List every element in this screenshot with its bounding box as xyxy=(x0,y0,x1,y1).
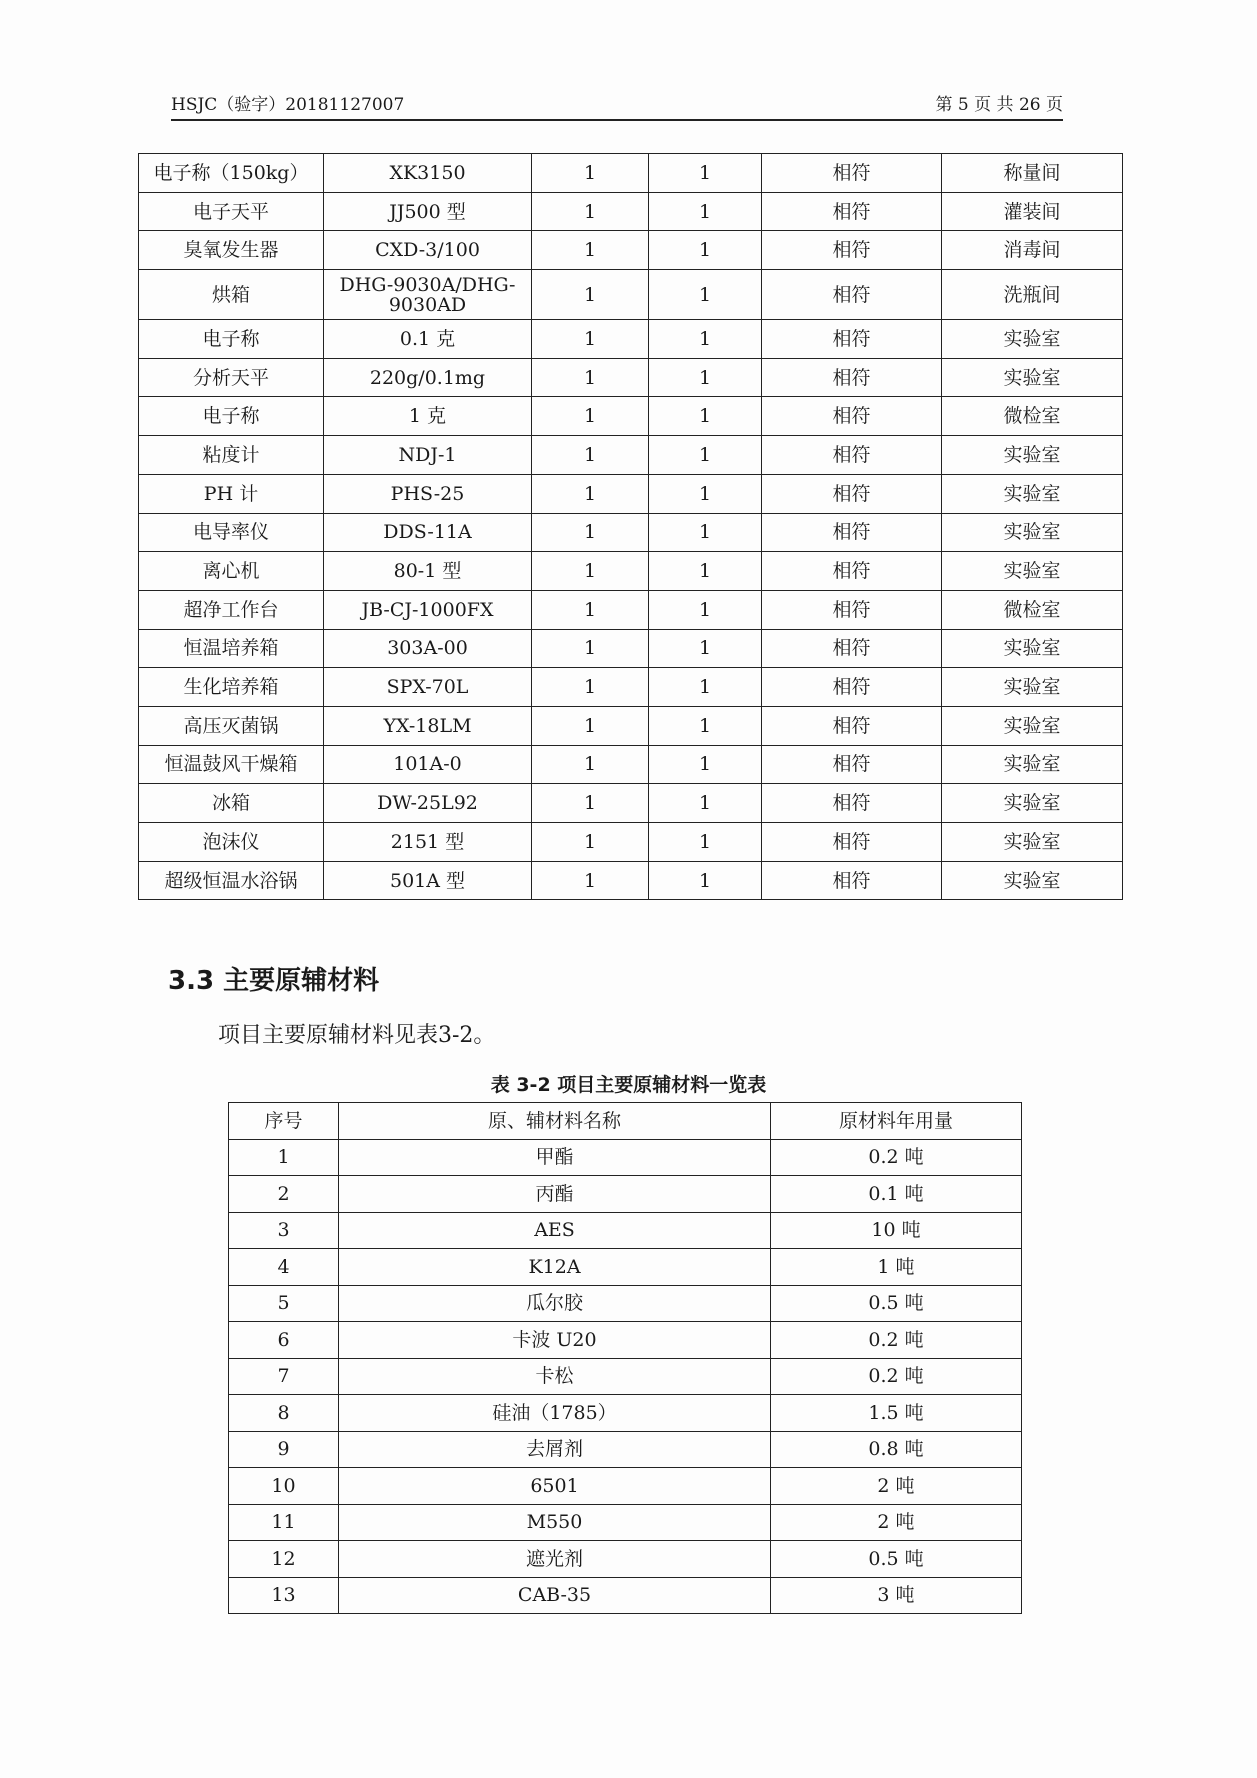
location-cell: 洗瓶间 xyxy=(942,270,1123,320)
model-cell: DHG-9030A/DHG-9030AD xyxy=(324,270,532,320)
table-row xyxy=(139,861,1123,900)
quantity-cell: 1 xyxy=(532,192,649,231)
actual-quantity-cell: 1 xyxy=(649,154,762,193)
quantity-cell: 1 xyxy=(532,784,649,823)
location-cell: 消毒间 xyxy=(942,231,1123,270)
actual-quantity-cell: 1 xyxy=(649,668,762,707)
section-title: 3.3 主要原辅材料 xyxy=(168,966,380,996)
location-cell: 实验室 xyxy=(942,436,1123,475)
model-cell: 303A-00 xyxy=(324,629,532,668)
table-row xyxy=(139,270,1123,320)
material-name-cell: 卡波 U20 xyxy=(339,1322,771,1359)
material-name-cell: 去屑剂 xyxy=(339,1431,771,1468)
equipment-name-cell: 电导率仪 xyxy=(139,513,324,552)
materials-table xyxy=(228,1102,1022,1614)
annual-usage-cell: 2 吨 xyxy=(771,1504,1022,1541)
equipment-name-cell: 恒温培养箱 xyxy=(139,629,324,668)
actual-quantity-cell: 1 xyxy=(649,231,762,270)
index-cell: 6 xyxy=(229,1322,339,1359)
material-name-cell: M550 xyxy=(339,1504,771,1541)
material-name-cell: 甲酯 xyxy=(339,1139,771,1176)
equipment-name-cell: PH 计 xyxy=(139,474,324,513)
conformity-cell: 相符 xyxy=(762,861,942,900)
actual-quantity-cell: 1 xyxy=(649,474,762,513)
equipment-name-cell: 粘度计 xyxy=(139,436,324,475)
conformity-cell: 相符 xyxy=(762,823,942,862)
actual-quantity-cell: 1 xyxy=(649,629,762,668)
model-cell: SPX-70L xyxy=(324,668,532,707)
table-row xyxy=(229,1139,1022,1176)
table-row xyxy=(139,590,1123,629)
annual-usage-cell: 10 吨 xyxy=(771,1212,1022,1249)
equipment-name-cell: 恒温鼓风干燥箱 xyxy=(139,745,324,784)
model-cell: YX-18LM xyxy=(324,706,532,745)
annual-usage-cell: 0.5 吨 xyxy=(771,1541,1022,1578)
table-row xyxy=(229,1249,1022,1286)
conformity-cell: 相符 xyxy=(762,231,942,270)
conformity-cell: 相符 xyxy=(762,397,942,436)
table-row xyxy=(139,745,1123,784)
quantity-cell: 1 xyxy=(532,436,649,475)
model-cell: 80-1 型 xyxy=(324,552,532,591)
conformity-cell: 相符 xyxy=(762,436,942,475)
material-name-cell: AES xyxy=(339,1212,771,1249)
document-number: HSJC（验字）20181127007 xyxy=(171,95,405,115)
quantity-cell: 1 xyxy=(532,668,649,707)
material-name-cell: K12A xyxy=(339,1249,771,1286)
index-cell: 11 xyxy=(229,1504,339,1541)
location-cell: 微检室 xyxy=(942,397,1123,436)
location-cell: 实验室 xyxy=(942,784,1123,823)
material-name-cell: CAB-35 xyxy=(339,1577,771,1614)
conformity-cell: 相符 xyxy=(762,474,942,513)
index-cell: 7 xyxy=(229,1358,339,1395)
table-row xyxy=(139,192,1123,231)
conformity-cell: 相符 xyxy=(762,668,942,707)
actual-quantity-cell: 1 xyxy=(649,397,762,436)
table-row xyxy=(229,1212,1022,1249)
quantity-cell: 1 xyxy=(532,861,649,900)
quantity-cell: 1 xyxy=(532,513,649,552)
material-name-cell: 遮光剂 xyxy=(339,1541,771,1578)
annual-usage-cell: 0.2 吨 xyxy=(771,1358,1022,1395)
quantity-cell: 1 xyxy=(532,590,649,629)
equipment-name-cell: 烘箱 xyxy=(139,270,324,320)
material-name-cell: 丙酯 xyxy=(339,1176,771,1213)
quantity-cell: 1 xyxy=(532,474,649,513)
conformity-cell: 相符 xyxy=(762,590,942,629)
location-cell: 实验室 xyxy=(942,745,1123,784)
equipment-name-cell: 冰箱 xyxy=(139,784,324,823)
table-row xyxy=(229,1468,1022,1505)
page-number: 第 5 页 共 26 页 xyxy=(935,95,1063,115)
conformity-cell: 相符 xyxy=(762,358,942,397)
table-row xyxy=(229,1395,1022,1432)
actual-quantity-cell: 1 xyxy=(649,358,762,397)
location-cell: 实验室 xyxy=(942,706,1123,745)
quantity-cell: 1 xyxy=(532,706,649,745)
model-cell: 220g/0.1mg xyxy=(324,358,532,397)
column-header: 序号 xyxy=(229,1103,339,1140)
quantity-cell: 1 xyxy=(532,745,649,784)
table-caption: 表 3-2 项目主要原辅材料一览表 xyxy=(490,1074,767,1096)
table-row xyxy=(229,1358,1022,1395)
actual-quantity-cell: 1 xyxy=(649,861,762,900)
material-name-cell: 6501 xyxy=(339,1468,771,1505)
location-cell: 实验室 xyxy=(942,668,1123,707)
index-cell: 9 xyxy=(229,1431,339,1468)
column-header: 原材料年用量 xyxy=(771,1103,1022,1140)
annual-usage-cell: 0.5 吨 xyxy=(771,1285,1022,1322)
location-cell: 实验室 xyxy=(942,513,1123,552)
location-cell: 实验室 xyxy=(942,629,1123,668)
table-row xyxy=(139,668,1123,707)
conformity-cell: 相符 xyxy=(762,629,942,668)
equipment-name-cell: 电子称 xyxy=(139,397,324,436)
location-cell: 实验室 xyxy=(942,474,1123,513)
actual-quantity-cell: 1 xyxy=(649,823,762,862)
index-cell: 4 xyxy=(229,1249,339,1286)
index-cell: 5 xyxy=(229,1285,339,1322)
table-row xyxy=(229,1176,1022,1213)
table-row xyxy=(229,1577,1022,1614)
annual-usage-cell: 1 吨 xyxy=(771,1249,1022,1286)
quantity-cell: 1 xyxy=(532,397,649,436)
table-row xyxy=(229,1285,1022,1322)
quantity-cell: 1 xyxy=(532,154,649,193)
index-cell: 2 xyxy=(229,1176,339,1213)
table-row xyxy=(139,474,1123,513)
actual-quantity-cell: 1 xyxy=(649,784,762,823)
page-header xyxy=(171,95,1063,121)
column-header: 原、辅材料名称 xyxy=(339,1103,771,1140)
actual-quantity-cell: 1 xyxy=(649,513,762,552)
table-row xyxy=(139,513,1123,552)
index-cell: 3 xyxy=(229,1212,339,1249)
model-cell: JJ500 型 xyxy=(324,192,532,231)
model-cell: DW-25L92 xyxy=(324,784,532,823)
conformity-cell: 相符 xyxy=(762,513,942,552)
quantity-cell: 1 xyxy=(532,358,649,397)
table-row xyxy=(139,320,1123,359)
location-cell: 微检室 xyxy=(942,590,1123,629)
table-row xyxy=(229,1541,1022,1578)
table-row xyxy=(139,823,1123,862)
index-cell: 10 xyxy=(229,1468,339,1505)
index-cell: 8 xyxy=(229,1395,339,1432)
quantity-cell: 1 xyxy=(532,320,649,359)
model-cell: 0.1 克 xyxy=(324,320,532,359)
table-row xyxy=(139,436,1123,475)
table-row xyxy=(139,629,1123,668)
equipment-name-cell: 电子称 xyxy=(139,320,324,359)
location-cell: 实验室 xyxy=(942,320,1123,359)
table-row xyxy=(229,1431,1022,1468)
equipment-name-cell: 超净工作台 xyxy=(139,590,324,629)
equipment-name-cell: 高压灭菌锅 xyxy=(139,706,324,745)
location-cell: 实验室 xyxy=(942,861,1123,900)
index-cell: 12 xyxy=(229,1541,339,1578)
table-row xyxy=(229,1504,1022,1541)
model-cell: JB-CJ-1000FX xyxy=(324,590,532,629)
equipment-name-cell: 臭氧发生器 xyxy=(139,231,324,270)
index-cell: 1 xyxy=(229,1139,339,1176)
location-cell: 称量间 xyxy=(942,154,1123,193)
material-name-cell: 硅油（1785） xyxy=(339,1395,771,1432)
location-cell: 灌装间 xyxy=(942,192,1123,231)
annual-usage-cell: 0.8 吨 xyxy=(771,1431,1022,1468)
table-row xyxy=(139,784,1123,823)
table-row xyxy=(139,706,1123,745)
conformity-cell: 相符 xyxy=(762,784,942,823)
annual-usage-cell: 0.1 吨 xyxy=(771,1176,1022,1213)
equipment-table xyxy=(138,153,1123,900)
table-row xyxy=(139,154,1123,193)
annual-usage-cell: 0.2 吨 xyxy=(771,1322,1022,1359)
quantity-cell: 1 xyxy=(532,552,649,591)
table-row xyxy=(139,231,1123,270)
actual-quantity-cell: 1 xyxy=(649,552,762,591)
table-row xyxy=(229,1322,1022,1359)
quantity-cell: 1 xyxy=(532,823,649,862)
material-name-cell: 卡松 xyxy=(339,1358,771,1395)
model-cell: 2151 型 xyxy=(324,823,532,862)
actual-quantity-cell: 1 xyxy=(649,436,762,475)
location-cell: 实验室 xyxy=(942,552,1123,591)
quantity-cell: 1 xyxy=(532,629,649,668)
location-cell: 实验室 xyxy=(942,358,1123,397)
actual-quantity-cell: 1 xyxy=(649,590,762,629)
location-cell: 实验室 xyxy=(942,823,1123,862)
conformity-cell: 相符 xyxy=(762,270,942,320)
annual-usage-cell: 3 吨 xyxy=(771,1577,1022,1614)
equipment-name-cell: 离心机 xyxy=(139,552,324,591)
model-cell: XK3150 xyxy=(324,154,532,193)
quantity-cell: 1 xyxy=(532,270,649,320)
conformity-cell: 相符 xyxy=(762,706,942,745)
equipment-name-cell: 电子天平 xyxy=(139,192,324,231)
actual-quantity-cell: 1 xyxy=(649,320,762,359)
quantity-cell: 1 xyxy=(532,231,649,270)
model-cell: 101A-0 xyxy=(324,745,532,784)
model-cell: CXD-3/100 xyxy=(324,231,532,270)
model-cell: NDJ-1 xyxy=(324,436,532,475)
equipment-name-cell: 泡沫仪 xyxy=(139,823,324,862)
material-name-cell: 瓜尔胶 xyxy=(339,1285,771,1322)
actual-quantity-cell: 1 xyxy=(649,270,762,320)
model-cell: PHS-25 xyxy=(324,474,532,513)
equipment-name-cell: 生化培养箱 xyxy=(139,668,324,707)
table-row xyxy=(139,552,1123,591)
table-header-row xyxy=(229,1103,1022,1140)
equipment-name-cell: 电子称（150kg） xyxy=(139,154,324,193)
index-cell: 13 xyxy=(229,1577,339,1614)
annual-usage-cell: 0.2 吨 xyxy=(771,1139,1022,1176)
equipment-name-cell: 分析天平 xyxy=(139,358,324,397)
model-cell: 1 克 xyxy=(324,397,532,436)
model-cell: 501A 型 xyxy=(324,861,532,900)
conformity-cell: 相符 xyxy=(762,192,942,231)
actual-quantity-cell: 1 xyxy=(649,706,762,745)
equipment-name-cell: 超级恒温水浴锅 xyxy=(139,861,324,900)
table-row xyxy=(139,358,1123,397)
annual-usage-cell: 1.5 吨 xyxy=(771,1395,1022,1432)
actual-quantity-cell: 1 xyxy=(649,192,762,231)
section-paragraph: 项目主要原辅材料见表3-2。 xyxy=(218,1023,496,1048)
table-row xyxy=(139,397,1123,436)
conformity-cell: 相符 xyxy=(762,552,942,591)
conformity-cell: 相符 xyxy=(762,320,942,359)
model-cell: DDS-11A xyxy=(324,513,532,552)
conformity-cell: 相符 xyxy=(762,745,942,784)
conformity-cell: 相符 xyxy=(762,154,942,193)
annual-usage-cell: 2 吨 xyxy=(771,1468,1022,1505)
actual-quantity-cell: 1 xyxy=(649,745,762,784)
